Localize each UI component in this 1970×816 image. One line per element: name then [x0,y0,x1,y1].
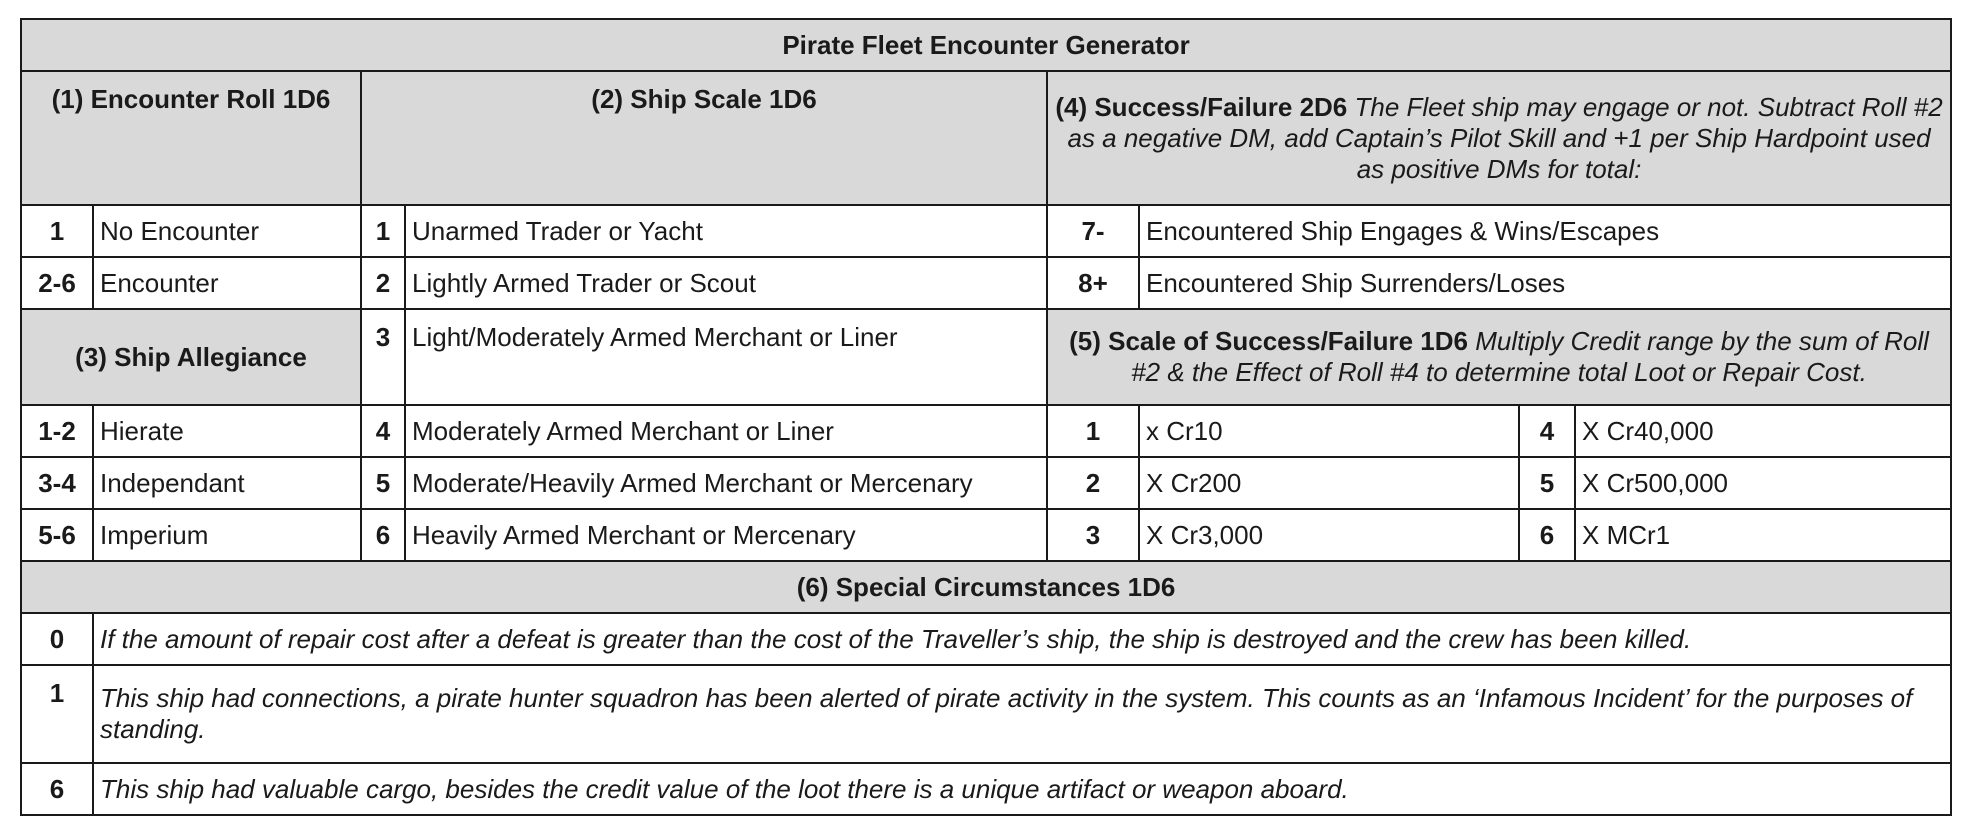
scale-roll: 6 [1519,509,1575,561]
ship-scale-result: Moderate/Heavily Armed Merchant or Mercenary [405,457,1047,509]
special-header: (6) Special Circumstances 1D6 [21,561,1951,613]
special-roll: 6 [21,763,93,815]
ship-scale-roll: 1 [361,205,405,257]
success-failure-header [1047,71,1951,205]
allegiance-result: Imperium [93,509,361,561]
success-roll: 7- [1047,205,1139,257]
ship-scale-roll: 2 [361,257,405,309]
table-row [21,257,1951,309]
encounter-roll-value: 2-6 [21,257,93,309]
allegiance-roll: 5-6 [21,509,93,561]
scale-roll: 5 [1519,457,1575,509]
scale-title: (5) Scale of Success/Failure 1D6 [1069,326,1468,356]
special-text: This ship had connections, a pirate hunter squadron has been alerted of pirate activity in the system. This counts as an ‘Infamous Incident’ for the purposes of standing. [93,665,1951,763]
scale-value: X MCr1 [1575,509,1951,561]
special-text: If the amount of repair cost after a defeat is greater than the cost of the Traveller’s ship, the ship is destroyed and the crew has been killed. [93,613,1951,665]
ship-allegiance-header: (3) Ship Allegiance [21,309,361,405]
ship-scale-roll: 3 [361,309,405,405]
ship-scale-roll: 5 [361,457,405,509]
success-failure-description: The Fleet ship may engage or not. Subtract Roll #2 as a negative DM, add Captain’s Pilot Skill and +1 per Ship Hardpoint used as positive DMs for total: [1067,91,1943,184]
encounter-roll-value: 1 [21,205,93,257]
scale-value: X Cr200 [1139,457,1519,509]
ship-scale-result: Lightly Armed Trader or Scout [405,257,1047,309]
allegiance-roll: 3-4 [21,457,93,509]
scale-header [1047,309,1951,405]
allegiance-result: Hierate [93,405,361,457]
table-row [21,665,1951,763]
ship-scale-result: Heavily Armed Merchant or Mercenary [405,509,1047,561]
table-row [21,613,1951,665]
scale-roll: 2 [1047,457,1139,509]
success-result: Encountered Ship Surrenders/Loses [1139,257,1951,309]
scale-value: X Cr3,000 [1139,509,1519,561]
special-roll: 1 [21,665,93,763]
allegiance-roll: 1-2 [21,405,93,457]
table-row [21,205,1951,257]
ship-scale-result: Unarmed Trader or Yacht [405,205,1047,257]
special-roll: 0 [21,613,93,665]
scale-roll: 3 [1047,509,1139,561]
scale-value: X Cr500,000 [1575,457,1951,509]
ship-scale-roll: 6 [361,509,405,561]
table-row [21,457,1951,509]
success-failure-title: (4) Success/Failure 2D6 [1055,91,1348,122]
scale-value: X Cr40,000 [1575,405,1951,457]
table-row [21,509,1951,561]
table-title: Pirate Fleet Encounter Generator [21,19,1951,71]
encounter-roll-result: Encounter [93,257,361,309]
table-row [21,763,1951,815]
success-result: Encountered Ship Engages & Wins/Escapes [1139,205,1951,257]
scale-value: x Cr10 [1139,405,1519,457]
special-text: This ship had valuable cargo, besides the credit value of the loot there is a unique artifact or weapon aboard. [93,763,1951,815]
encounter-roll-header: (1) Encounter Roll 1D6 [21,71,361,205]
ship-scale-result: Moderately Armed Merchant or Liner [405,405,1047,457]
scale-description: Multiply Credit range by the sum of Roll #2 & the Effect of Roll #4 to determine total Loot or Repair Cost. [1131,326,1929,387]
table-row [21,405,1951,457]
encounter-table [20,18,1952,816]
ship-scale-result: Light/Moderately Armed Merchant or Liner [405,309,1047,405]
allegiance-result: Independant [93,457,361,509]
success-roll: 8+ [1047,257,1139,309]
scale-roll: 4 [1519,405,1575,457]
scale-roll: 1 [1047,405,1139,457]
encounter-roll-result: No Encounter [93,205,361,257]
ship-scale-roll: 4 [361,405,405,457]
ship-scale-header: (2) Ship Scale 1D6 [361,71,1047,205]
